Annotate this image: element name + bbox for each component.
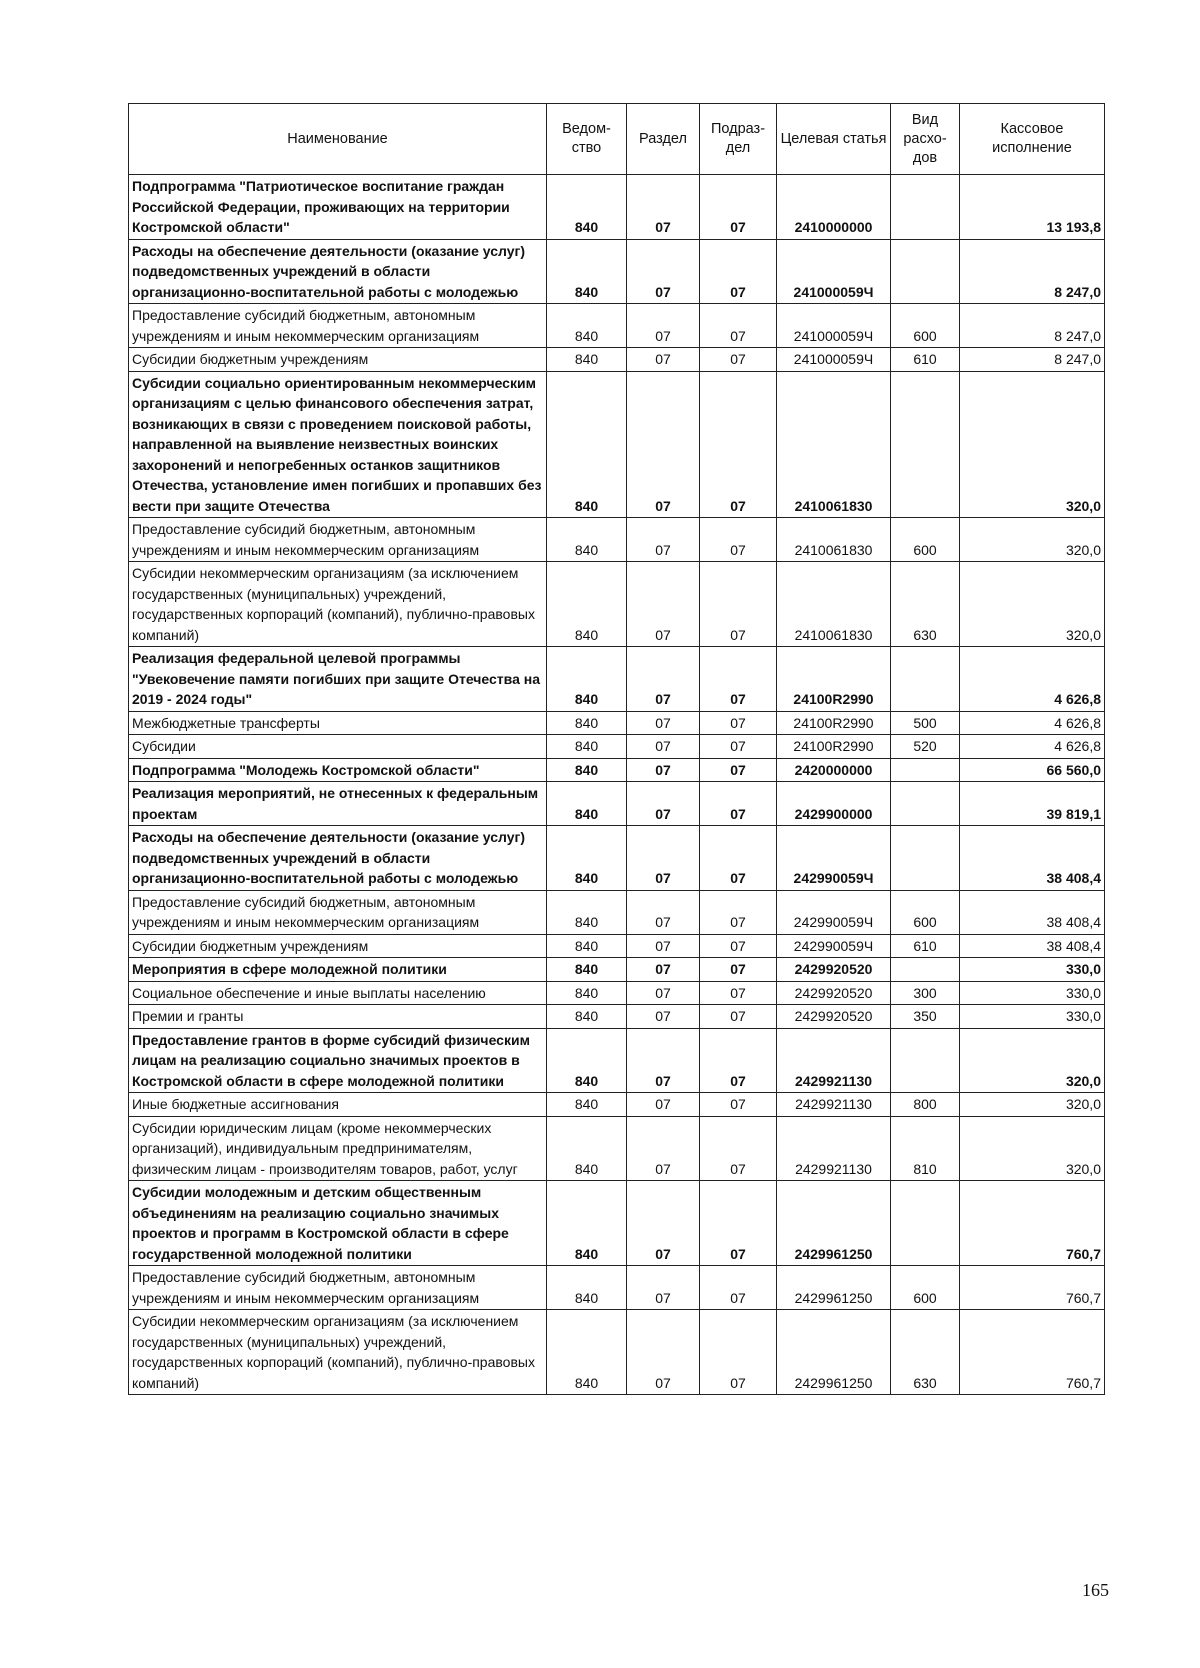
cell-podrazdel: 07 [700, 1310, 777, 1395]
cell-vid: 300 [891, 981, 960, 1005]
table-row [129, 1181, 1105, 1266]
cell-name: Субсидии некоммерческим организациям (за исключением государственных (муниципальных) учреждений, государственных корпораций (компаний), публично-правовых компаний) [129, 1310, 547, 1395]
header-celevaya: Целевая статья [777, 104, 891, 175]
cell-vid [891, 1028, 960, 1093]
cell-podrazdel: 07 [700, 1005, 777, 1029]
cell-podrazdel: 07 [700, 562, 777, 647]
cell-podrazdel: 07 [700, 304, 777, 348]
header-vedomstvo: Ведом-ство [547, 104, 627, 175]
cell-razdel: 07 [627, 239, 700, 304]
cell-amount: 330,0 [960, 958, 1105, 982]
cell-vedomstvo: 840 [547, 304, 627, 348]
cell-name: Субсидии молодежным и детским общественным объединениям на реализацию социально значимых проектов и программ в Костромской области в сфере государственной молодежной политики [129, 1181, 547, 1266]
cell-razdel: 07 [627, 1005, 700, 1029]
cell-razdel: 07 [627, 348, 700, 372]
cell-name: Субсидии социально ориентированным некоммерческим организациям с целью финансового обеспечения затрат, возникающих в связи с проведением поисковой работы, направленной на выявление неизвестных воинских захоронений и непогребенных останков защитников Отечества, установление имен погибших и пропавших без вести при защите Отечества [129, 371, 547, 518]
cell-podrazdel: 07 [700, 1093, 777, 1117]
table-row [129, 175, 1105, 240]
cell-vedomstvo: 840 [547, 1028, 627, 1093]
cell-vedomstvo: 840 [547, 782, 627, 826]
cell-podrazdel: 07 [700, 782, 777, 826]
table-row [129, 304, 1105, 348]
cell-vedomstvo: 840 [547, 647, 627, 712]
cell-podrazdel: 07 [700, 758, 777, 782]
cell-vid: 600 [891, 304, 960, 348]
budget-table [128, 103, 1105, 1395]
cell-razdel: 07 [627, 711, 700, 735]
header-vid: Вид расхо-дов [891, 104, 960, 175]
cell-razdel: 07 [627, 934, 700, 958]
cell-vedomstvo: 840 [547, 958, 627, 982]
header-podrazdel: Подраз-дел [700, 104, 777, 175]
cell-name: Премии и гранты [129, 1005, 547, 1029]
cell-razdel: 07 [627, 518, 700, 562]
header-razdel: Раздел [627, 104, 700, 175]
cell-amount: 320,0 [960, 562, 1105, 647]
cell-podrazdel: 07 [700, 647, 777, 712]
cell-vid [891, 239, 960, 304]
table-row [129, 239, 1105, 304]
table-row [129, 348, 1105, 372]
cell-amount: 320,0 [960, 1028, 1105, 1093]
cell-vedomstvo: 840 [547, 348, 627, 372]
cell-razdel: 07 [627, 890, 700, 934]
cell-vedomstvo: 840 [547, 1181, 627, 1266]
cell-celevaya: 2429921130 [777, 1028, 891, 1093]
cell-amount: 4 626,8 [960, 711, 1105, 735]
cell-celevaya: 242990059Ч [777, 934, 891, 958]
cell-vedomstvo: 840 [547, 371, 627, 518]
cell-vedomstvo: 840 [547, 826, 627, 891]
cell-vid: 600 [891, 518, 960, 562]
cell-name: Расходы на обеспечение деятельности (оказание услуг) подведомственных учреждений в области организационно-воспитательной работы с молодежью [129, 826, 547, 891]
table-header-row [129, 104, 1105, 175]
cell-vid: 600 [891, 890, 960, 934]
cell-name: Реализация мероприятий, не отнесенных к федеральным проектам [129, 782, 547, 826]
cell-razdel: 07 [627, 826, 700, 891]
cell-name: Предоставление грантов в форме субсидий физическим лицам на реализацию социально значимых проектов в Костромской области в сфере молодежной политики [129, 1028, 547, 1093]
table-row [129, 711, 1105, 735]
cell-amount: 330,0 [960, 981, 1105, 1005]
cell-razdel: 07 [627, 1093, 700, 1117]
cell-amount: 330,0 [960, 1005, 1105, 1029]
cell-amount: 760,7 [960, 1266, 1105, 1310]
cell-celevaya: 241000059Ч [777, 304, 891, 348]
cell-podrazdel: 07 [700, 934, 777, 958]
table-row [129, 1005, 1105, 1029]
cell-vid [891, 826, 960, 891]
cell-razdel: 07 [627, 1266, 700, 1310]
cell-celevaya: 2429920520 [777, 1005, 891, 1029]
cell-podrazdel: 07 [700, 890, 777, 934]
cell-name: Иные бюджетные ассигнования [129, 1093, 547, 1117]
cell-podrazdel: 07 [700, 239, 777, 304]
table-row [129, 934, 1105, 958]
cell-vid: 610 [891, 934, 960, 958]
cell-razdel: 07 [627, 1028, 700, 1093]
table-row [129, 371, 1105, 518]
cell-amount: 8 247,0 [960, 348, 1105, 372]
cell-celevaya: 241000059Ч [777, 239, 891, 304]
cell-razdel: 07 [627, 562, 700, 647]
table-row [129, 562, 1105, 647]
table-row [129, 1093, 1105, 1117]
cell-name: Предоставление субсидий бюджетным, автономным учреждениям и иным некоммерческим организациям [129, 890, 547, 934]
cell-vedomstvo: 840 [547, 890, 627, 934]
cell-podrazdel: 07 [700, 958, 777, 982]
cell-name: Субсидии бюджетным учреждениям [129, 934, 547, 958]
cell-razdel: 07 [627, 304, 700, 348]
cell-name: Предоставление субсидий бюджетным, автономным учреждениям и иным некоммерческим организациям [129, 1266, 547, 1310]
cell-razdel: 07 [627, 782, 700, 826]
cell-name: Реализация федеральной целевой программы "Увековечение памяти погибших при защите Отечества на 2019 - 2024 годы" [129, 647, 547, 712]
cell-razdel: 07 [627, 735, 700, 759]
cell-podrazdel: 07 [700, 981, 777, 1005]
cell-celevaya: 24100R2990 [777, 735, 891, 759]
table-row [129, 826, 1105, 891]
cell-podrazdel: 07 [700, 348, 777, 372]
cell-vedomstvo: 840 [547, 1093, 627, 1117]
cell-amount: 760,7 [960, 1181, 1105, 1266]
cell-celevaya: 2429900000 [777, 782, 891, 826]
cell-celevaya: 2410061830 [777, 518, 891, 562]
cell-vid [891, 175, 960, 240]
cell-razdel: 07 [627, 175, 700, 240]
table-row [129, 735, 1105, 759]
table-row [129, 958, 1105, 982]
cell-amount: 8 247,0 [960, 304, 1105, 348]
cell-vedomstvo: 840 [547, 735, 627, 759]
cell-name: Мероприятия в сфере молодежной политики [129, 958, 547, 982]
cell-celevaya: 242990059Ч [777, 890, 891, 934]
header-kassovoe: Кассовое исполнение [960, 104, 1105, 175]
cell-name: Подпрограмма "Патриотическое воспитание граждан Российской Федерации, проживающих на территории Костромской области" [129, 175, 547, 240]
cell-vedomstvo: 840 [547, 1266, 627, 1310]
cell-name: Подпрограмма "Молодежь Костромской области" [129, 758, 547, 782]
cell-razdel: 07 [627, 1116, 700, 1181]
cell-razdel: 07 [627, 958, 700, 982]
table-row [129, 758, 1105, 782]
cell-podrazdel: 07 [700, 1116, 777, 1181]
cell-razdel: 07 [627, 371, 700, 518]
cell-podrazdel: 07 [700, 711, 777, 735]
cell-vedomstvo: 840 [547, 518, 627, 562]
page-number: 165 [1082, 1580, 1109, 1600]
cell-celevaya: 2429920520 [777, 958, 891, 982]
table-body [129, 175, 1105, 1395]
cell-razdel: 07 [627, 647, 700, 712]
cell-amount: 13 193,8 [960, 175, 1105, 240]
table-row [129, 1266, 1105, 1310]
table-row [129, 890, 1105, 934]
cell-amount: 66 560,0 [960, 758, 1105, 782]
cell-podrazdel: 07 [700, 175, 777, 240]
cell-amount: 38 408,4 [960, 826, 1105, 891]
cell-vedomstvo: 840 [547, 1310, 627, 1395]
cell-razdel: 07 [627, 981, 700, 1005]
table-row [129, 1028, 1105, 1093]
cell-name: Субсидии юридическим лицам (кроме некоммерческих организаций), индивидуальным предпринимателям, физическим лицам - производителям товаров, работ, услуг [129, 1116, 547, 1181]
cell-amount: 4 626,8 [960, 735, 1105, 759]
cell-celevaya: 2429920520 [777, 981, 891, 1005]
cell-vid [891, 958, 960, 982]
cell-amount: 320,0 [960, 1116, 1105, 1181]
cell-vid: 630 [891, 1310, 960, 1395]
cell-podrazdel: 07 [700, 1266, 777, 1310]
table-row [129, 1116, 1105, 1181]
cell-celevaya: 2429961250 [777, 1266, 891, 1310]
cell-amount: 4 626,8 [960, 647, 1105, 712]
cell-celevaya: 2410061830 [777, 562, 891, 647]
cell-vid [891, 758, 960, 782]
cell-amount: 320,0 [960, 371, 1105, 518]
cell-celevaya: 242990059Ч [777, 826, 891, 891]
cell-celevaya: 2429961250 [777, 1181, 891, 1266]
cell-podrazdel: 07 [700, 826, 777, 891]
cell-name: Субсидии некоммерческим организациям (за исключением государственных (муниципальных) учреждений, государственных корпораций (компаний), публично-правовых компаний) [129, 562, 547, 647]
cell-celevaya: 2429921130 [777, 1093, 891, 1117]
cell-vedomstvo: 840 [547, 981, 627, 1005]
table-row [129, 782, 1105, 826]
table-row [129, 1310, 1105, 1395]
cell-podrazdel: 07 [700, 371, 777, 518]
cell-vedomstvo: 840 [547, 175, 627, 240]
cell-vedomstvo: 840 [547, 758, 627, 782]
cell-name: Субсидии бюджетным учреждениям [129, 348, 547, 372]
cell-vedomstvo: 840 [547, 934, 627, 958]
cell-name: Субсидии [129, 735, 547, 759]
cell-name: Предоставление субсидий бюджетным, автономным учреждениям и иным некоммерческим организациям [129, 518, 547, 562]
cell-name: Расходы на обеспечение деятельности (оказание услуг) подведомственных учреждений в области организационно-воспитательной работы с молодежью [129, 239, 547, 304]
cell-celevaya: 2420000000 [777, 758, 891, 782]
cell-vid [891, 371, 960, 518]
cell-celevaya: 24100R2990 [777, 711, 891, 735]
cell-podrazdel: 07 [700, 1181, 777, 1266]
cell-amount: 8 247,0 [960, 239, 1105, 304]
cell-vid [891, 782, 960, 826]
header-name: Наименование [129, 104, 547, 175]
cell-vid: 810 [891, 1116, 960, 1181]
cell-celevaya: 2429961250 [777, 1310, 891, 1395]
cell-vid [891, 647, 960, 712]
cell-podrazdel: 07 [700, 518, 777, 562]
cell-amount: 38 408,4 [960, 934, 1105, 958]
table-row [129, 647, 1105, 712]
cell-celevaya: 24100R2990 [777, 647, 891, 712]
cell-razdel: 07 [627, 1310, 700, 1395]
cell-vedomstvo: 840 [547, 562, 627, 647]
table-row [129, 981, 1105, 1005]
cell-celevaya: 2429921130 [777, 1116, 891, 1181]
cell-name: Межбюджетные трансферты [129, 711, 547, 735]
cell-podrazdel: 07 [700, 1028, 777, 1093]
cell-vedomstvo: 840 [547, 1116, 627, 1181]
cell-amount: 760,7 [960, 1310, 1105, 1395]
cell-razdel: 07 [627, 758, 700, 782]
cell-vid: 350 [891, 1005, 960, 1029]
table-row [129, 518, 1105, 562]
cell-vedomstvo: 840 [547, 239, 627, 304]
cell-name: Социальное обеспечение и иные выплаты населению [129, 981, 547, 1005]
cell-amount: 320,0 [960, 518, 1105, 562]
cell-vid: 500 [891, 711, 960, 735]
cell-razdel: 07 [627, 1181, 700, 1266]
cell-vid: 800 [891, 1093, 960, 1117]
cell-vid: 610 [891, 348, 960, 372]
cell-amount: 320,0 [960, 1093, 1105, 1117]
cell-vedomstvo: 840 [547, 711, 627, 735]
cell-amount: 38 408,4 [960, 890, 1105, 934]
cell-vid: 600 [891, 1266, 960, 1310]
cell-vid: 520 [891, 735, 960, 759]
cell-celevaya: 2410000000 [777, 175, 891, 240]
cell-celevaya: 2410061830 [777, 371, 891, 518]
cell-name: Предоставление субсидий бюджетным, автономным учреждениям и иным некоммерческим организациям [129, 304, 547, 348]
cell-vid [891, 1181, 960, 1266]
cell-vedomstvo: 840 [547, 1005, 627, 1029]
cell-celevaya: 241000059Ч [777, 348, 891, 372]
cell-vid: 630 [891, 562, 960, 647]
cell-amount: 39 819,1 [960, 782, 1105, 826]
cell-podrazdel: 07 [700, 735, 777, 759]
